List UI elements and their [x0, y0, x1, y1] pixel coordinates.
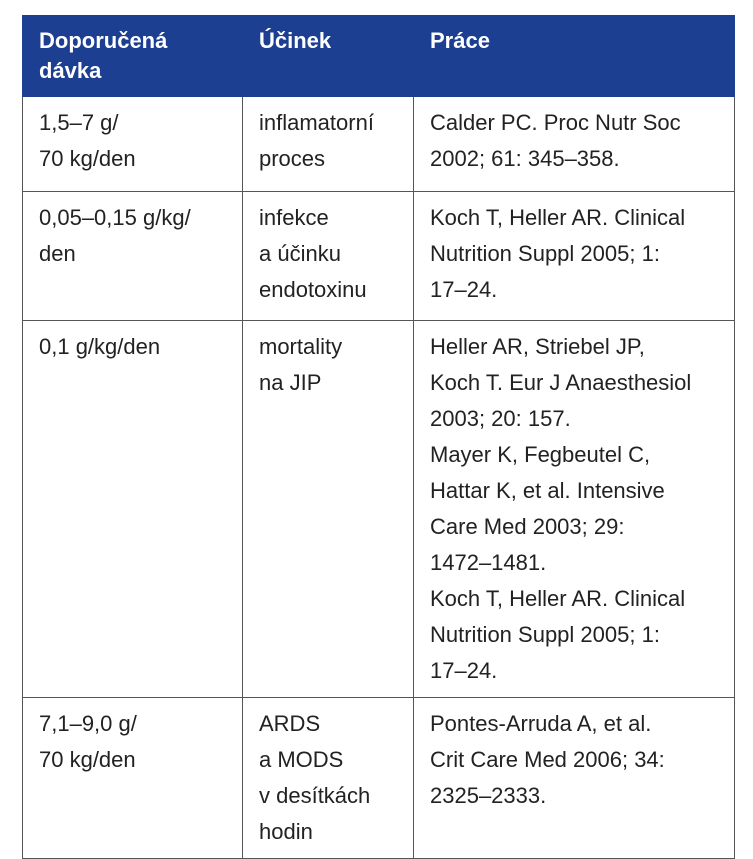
- header-effect: Účinek: [243, 16, 414, 97]
- cell-work: Calder PC. Proc Nutr Soc 2002; 61: 345–358.: [414, 97, 735, 192]
- cell-work: Heller AR, Striebel JP, Koch T. Eur J Anaesthesiol 2003; 20: 157. Mayer K, Fegbeutel C, Hattar K, et al. Intensive Care Med 2003; 29: 1472–1481. Koch T, Heller AR. Clinical Nutrition Suppl 2005; 1: 17–24.: [414, 321, 735, 698]
- cell-dose: 1,5–7 g/ 70 kg/den: [23, 97, 243, 192]
- table-row: [23, 321, 735, 698]
- table-row: [23, 192, 735, 321]
- cell-effect: ARDS a MODS v desítkách hodin: [243, 698, 414, 859]
- cell-dose: 0,05–0,15 g/kg/ den: [23, 192, 243, 321]
- header-work: Práce: [414, 16, 735, 97]
- dosage-table: [22, 15, 735, 859]
- cell-effect: inflamatorní proces: [243, 97, 414, 192]
- table-header-row: [23, 16, 735, 97]
- cell-dose: 7,1–9,0 g/ 70 kg/den: [23, 698, 243, 859]
- cell-work: Koch T, Heller AR. Clinical Nutrition Suppl 2005; 1: 17–24.: [414, 192, 735, 321]
- table-row: [23, 698, 735, 859]
- dosage-table-container: [22, 15, 734, 859]
- cell-effect: infekce a účinku endotoxinu: [243, 192, 414, 321]
- cell-effect: mortality na JIP: [243, 321, 414, 698]
- cell-dose: 0,1 g/kg/den: [23, 321, 243, 698]
- cell-work: Pontes-Arruda A, et al. Crit Care Med 2006; 34: 2325–2333.: [414, 698, 735, 859]
- table-row: [23, 97, 735, 192]
- header-recommended-dose: Doporučená dávka: [23, 16, 243, 97]
